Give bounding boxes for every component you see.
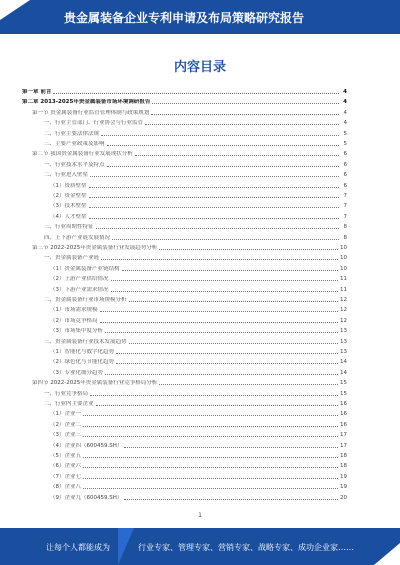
toc-leader-dots: [129, 343, 338, 344]
toc-entry-page: 12: [340, 297, 347, 303]
toc-entry-page: 12: [340, 317, 347, 324]
toc-entry-page: 15: [340, 380, 347, 387]
toc-entry-text: 三、行业周期性特征: [44, 224, 94, 231]
toc-entry-text: 第二章 2013-2025年贵金属装备市场环境调研报告: [22, 99, 151, 106]
toc-entry[interactable]: [44, 398, 347, 408]
toc-entry-page: 7: [343, 193, 347, 199]
toc-leader-dots: [105, 332, 338, 333]
toc-entry-text: （2）市场竞争格局: [50, 317, 98, 324]
toc-entry-text: （8）企业八: [50, 484, 81, 491]
toc-leader-dots: [96, 228, 339, 229]
footer-slogan-right: 行业专家、管理专家、营销专家、战略专家、成功企业家……: [138, 543, 354, 552]
toc-entry-text: 第四节 2022-2025年贵金属装备行业竞争格局分析: [32, 380, 158, 387]
toc-leader-dots: [101, 135, 339, 136]
toc-leader-dots: [105, 374, 338, 375]
toc-entry-text: 三、主要产业政策及影响: [44, 141, 105, 147]
toc-entry-text: （6）企业六: [50, 463, 81, 470]
footer-slogan-left: 让每个人都能成为: [46, 543, 110, 552]
toc-entry[interactable]: [50, 284, 347, 294]
toc-entry-text: 三、贵金属装备行业技术发展趋势: [44, 338, 127, 345]
toc-heading: 内容目录: [173, 60, 226, 75]
toc-entry[interactable]: [22, 96, 347, 106]
toc-entry-page: 6: [343, 182, 347, 189]
toc-entry[interactable]: [50, 315, 347, 325]
toc-entry-text: （3）技术壁垒: [50, 203, 87, 210]
toc-entry[interactable]: [50, 304, 347, 314]
toc-entry[interactable]: [50, 211, 347, 221]
toc-leader-dots: [101, 259, 338, 260]
toc-leader-dots: [83, 457, 338, 458]
toc-entry-page: 12: [340, 307, 347, 314]
toc-entry[interactable]: [50, 190, 347, 200]
toc-entry[interactable]: [44, 294, 347, 304]
toc-leader-dots: [83, 415, 338, 416]
toc-entry-page: 7: [343, 213, 347, 220]
toc-entry-text: 四、上下游产业链发展情况: [44, 234, 111, 241]
toc-leader-dots: [159, 249, 338, 250]
toc-leader-dots: [152, 103, 339, 104]
footer-corner-decoration: [374, 543, 400, 565]
toc-entry[interactable]: [50, 200, 347, 210]
toc-entry-page: 4: [343, 89, 347, 95]
toc-entry-page: 16: [340, 421, 347, 428]
toc-entry-page: 17: [340, 442, 347, 449]
toc-entry-text: （9）企业九（600459.SH）: [50, 494, 123, 501]
toc-leader-dots: [135, 155, 339, 156]
toc-entry-text: 第一章 前言: [22, 89, 52, 95]
toc-entry-text: 二、行业进入壁垒: [44, 172, 89, 179]
toc-entry[interactable]: [44, 138, 347, 148]
toc-entry-page: 18: [340, 453, 347, 459]
page-number: 1: [198, 512, 202, 519]
toc-entry[interactable]: [50, 356, 347, 366]
toc-entry[interactable]: [32, 242, 347, 252]
toc-entry-page: 20: [340, 494, 347, 501]
footer-divider-decoration: [118, 528, 134, 565]
toc-entry-text: （3）企业三: [50, 432, 81, 439]
toc-leader-dots: [122, 270, 338, 271]
toc-leader-dots: [83, 478, 338, 479]
toc-entry-page: 13: [340, 349, 347, 355]
toc-leader-dots: [100, 322, 339, 323]
toc-entry-page: 10: [340, 255, 347, 262]
toc-entry[interactable]: [50, 263, 347, 273]
toc-entry-text: （1）企业一: [50, 411, 81, 418]
toc-entry-text: 第三节 2022-2025年贵金属装备行业发展趋势分析: [32, 245, 158, 251]
toc-entry[interactable]: [44, 336, 347, 346]
toc-entry[interactable]: [50, 450, 347, 460]
toc-entry[interactable]: [32, 377, 347, 387]
toc-leader-dots: [89, 207, 340, 208]
toc-leader-dots: [90, 176, 339, 177]
toc-entry-text: （3）下游产业需求情况: [50, 286, 109, 293]
toc-entry-text: （1）市场需求规模: [50, 307, 98, 314]
report-header: [0, 0, 400, 34]
toc-leader-dots: [89, 218, 340, 219]
toc-leader-dots: [111, 291, 338, 292]
toc-entry-text: （2）绿色化与节能化趋势: [50, 359, 115, 366]
toc-entry[interactable]: [50, 440, 347, 450]
toc-entry-page: 13: [340, 338, 347, 345]
toc-entry[interactable]: [50, 180, 347, 190]
toc-entry-page: 7: [343, 203, 347, 210]
toc-leader-dots: [90, 395, 338, 396]
toc-entry-page: 13: [340, 328, 347, 335]
toc-leader-dots: [145, 124, 339, 125]
toc-entry-text: 一、行业主管部门、行业协会与行业监管: [44, 120, 144, 127]
toc-entry[interactable]: [50, 325, 347, 335]
toc-leader-dots: [116, 363, 338, 364]
toc-entry-page: 8: [343, 234, 347, 241]
toc-entry-page: 10: [340, 265, 347, 272]
toc-entry-text: 二、贵金属装备行业市场规模分析: [44, 297, 127, 303]
toc-entry-page: 4: [343, 109, 347, 116]
toc-entry-text: （1）资质壁垒: [50, 182, 87, 189]
toc-entry-page: 4: [343, 120, 347, 127]
toc-entry-page: 16: [340, 401, 347, 407]
header-corner-decoration: [0, 0, 30, 20]
toc-entry-page: 6: [343, 172, 347, 179]
toc-entry[interactable]: [44, 117, 347, 127]
toc-entry[interactable]: [50, 346, 347, 356]
toc-entry[interactable]: [50, 471, 347, 481]
toc-entry-text: （5）企业五: [50, 453, 81, 459]
toc-entry-text: （4）人才壁垒: [50, 213, 87, 220]
toc-entry-page: 5: [343, 130, 347, 137]
toc-entry-text: 一、贵金属装备产业链: [44, 255, 100, 262]
toc-leader-dots: [83, 436, 338, 437]
toc-entry-text: （3）专业化细分趋势: [50, 369, 103, 376]
toc-leader-dots: [151, 114, 339, 115]
toc-entry[interactable]: [44, 128, 347, 138]
toc-entry[interactable]: [32, 148, 347, 158]
toc-entry-page: 4: [343, 99, 347, 106]
toc-entry-page: 11: [340, 286, 347, 293]
toc-entry-page: 14: [340, 369, 347, 376]
toc-entry-page: 17: [340, 432, 347, 439]
toc-entry-page: 11: [340, 276, 347, 283]
toc-entry[interactable]: [50, 429, 347, 439]
toc-leader-dots: [129, 301, 338, 302]
toc-entry-text: 第一节 贵金属装备行业监管管理体制与政策规划: [32, 109, 150, 116]
toc-leader-dots: [124, 499, 338, 500]
toc-entry-text: 第二节 我国贵金属装备行业发展现状分析: [32, 151, 133, 158]
toc-entry[interactable]: [44, 252, 347, 262]
toc-entry[interactable]: [50, 273, 347, 283]
toc-entry[interactable]: [44, 232, 347, 242]
toc-leader-dots: [107, 166, 339, 167]
toc-entry[interactable]: [22, 86, 347, 96]
toc-entry-text: 二、行业主要法律法规: [44, 130, 100, 137]
toc-leader-dots: [112, 239, 339, 240]
toc-entry-page: 14: [340, 359, 347, 366]
toc-leader-dots: [116, 353, 338, 354]
toc-leader-dots: [107, 145, 339, 146]
toc-entry-text: （1）贵金属装备产业链结构: [50, 265, 120, 272]
toc-entry[interactable]: [50, 460, 347, 470]
toc-entry[interactable]: [44, 221, 347, 231]
toc-entry-text: 一、行业技术水平及特点: [44, 161, 105, 168]
toc-entry[interactable]: [44, 159, 347, 169]
toc-leader-dots: [89, 197, 340, 198]
toc-entry-text: （4）企业四（600459.SH）: [50, 442, 123, 449]
toc-entry-text: （2）企业二: [50, 421, 81, 428]
toc-entry[interactable]: [44, 169, 347, 179]
toc-entry-page: 18: [340, 463, 347, 470]
toc-leader-dots: [96, 405, 338, 406]
toc-entry-text: 二、行业内主要企业: [44, 401, 94, 407]
toc-entry-text: （2）资金壁垒: [50, 193, 87, 199]
toc-entry[interactable]: [50, 481, 347, 491]
toc-entry-text: （3）市场集中度分析: [50, 328, 103, 335]
toc-entry[interactable]: [50, 367, 347, 377]
toc-leader-dots: [100, 311, 339, 312]
toc-entry-page: 10: [340, 245, 347, 251]
toc-entry-page: 8: [343, 224, 347, 231]
toc-entry-page: 19: [340, 484, 347, 491]
toc-entry[interactable]: [44, 388, 347, 398]
toc-entry-text: （7）企业七: [50, 473, 81, 480]
toc-entry-text: 一、行业竞争格局: [44, 390, 89, 397]
toc-entry-page: 16: [340, 411, 347, 418]
toc-leader-dots: [83, 467, 338, 468]
toc-leader-dots: [159, 384, 338, 385]
report-footer: [0, 528, 400, 565]
toc-leader-dots: [89, 187, 340, 188]
toc-leader-dots: [111, 280, 338, 281]
toc-entry-page: 15: [340, 390, 347, 397]
toc-entry[interactable]: [50, 419, 347, 429]
toc-leader-dots: [53, 93, 339, 94]
toc-entry-page: 6: [343, 161, 347, 168]
toc-entry-page: 6: [343, 151, 347, 158]
toc-entry-page: 19: [340, 473, 347, 480]
toc-entry[interactable]: [50, 492, 347, 502]
toc-entry-page: 5: [343, 141, 347, 147]
toc-leader-dots: [124, 447, 338, 448]
toc-entry-text: （1）智能化与数字化趋势: [50, 349, 115, 355]
toc-leader-dots: [83, 488, 338, 489]
toc-entry[interactable]: [50, 408, 347, 418]
toc-leader-dots: [83, 426, 338, 427]
toc-entry-text: （2）上游产业供给情况: [50, 276, 109, 283]
report-title: 贵金属装备企业专利申请及布局策略研究报告: [64, 11, 305, 25]
toc-entry[interactable]: [32, 107, 347, 117]
